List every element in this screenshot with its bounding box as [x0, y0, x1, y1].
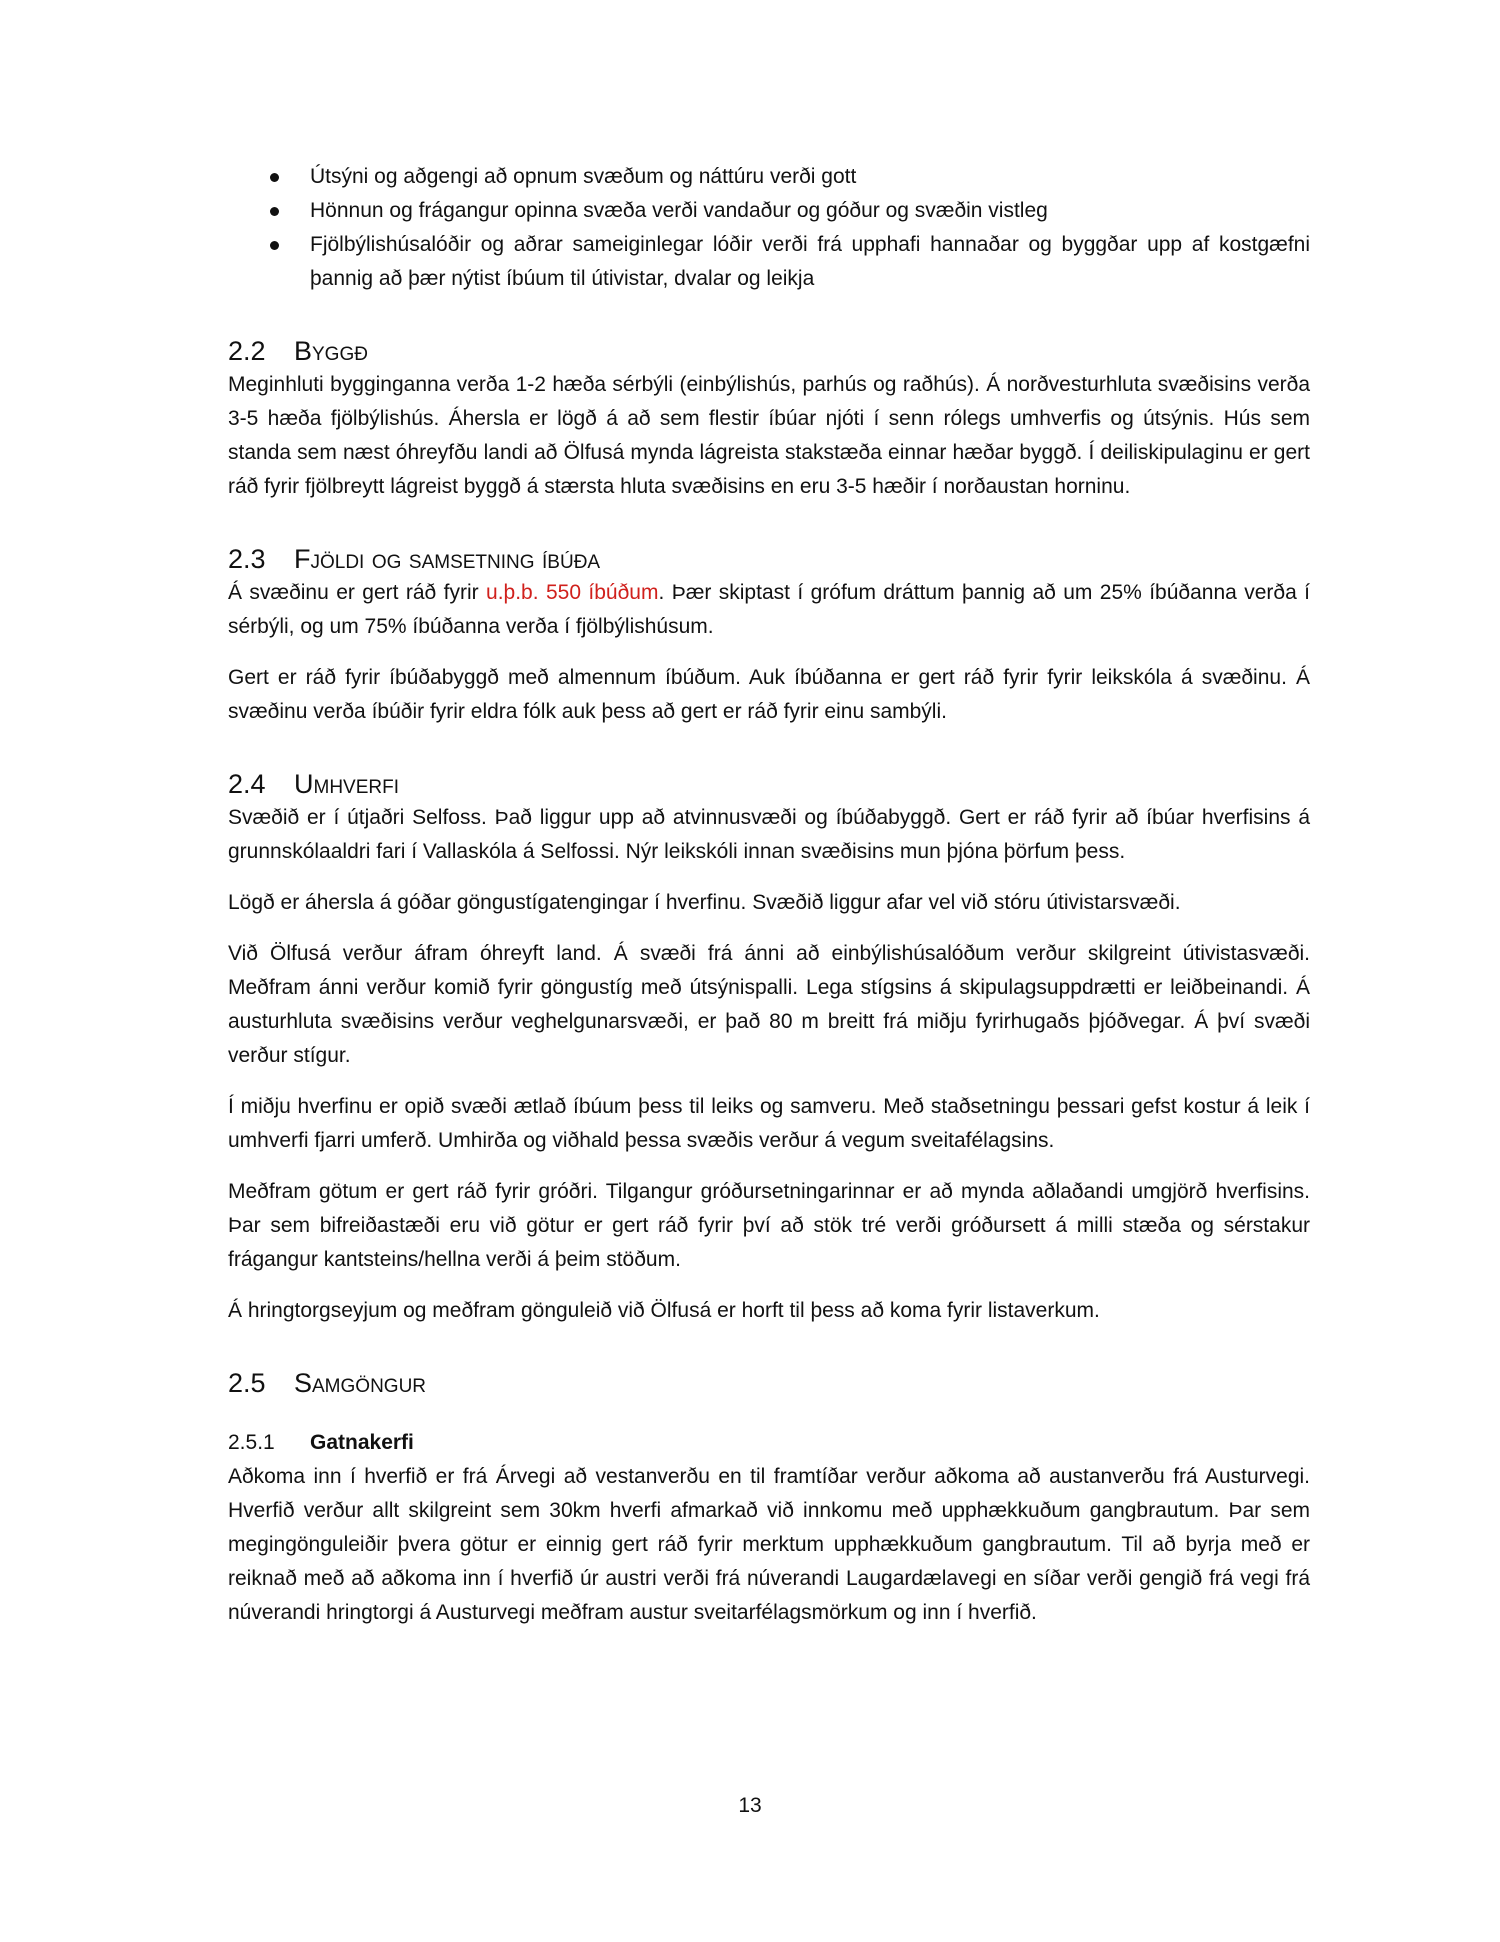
- text-run: Á svæðinu er gert ráð fyrir: [228, 581, 487, 604]
- paragraph: Svæðið er í útjaðri Selfoss. Það liggur upp að atvinnusvæði og íbúðabyggð. Gert er ráð fyrir að íbúar hverfisins á grunnskólaaldri fari í Vallaskóla á Selfossi. Nýr leikskóli innan svæðisins mun þjóna þörfum þess.: [228, 806, 1310, 863]
- document-page: [228, 160, 1310, 1630]
- paragraph: Við Ölfusá verður áfram óhreyft land. Á svæði frá ánni að einbýlishúsalóðum verður skilgreint útivistasvæði. Meðfram ánni verður komið fyrir göngustíg með útsýnispalli. Lega stígsins á skipulagsuppdrætti er leiðbeinandi. Á austurhluta svæðisins verður veghelgunarsvæði, er það 80 m breitt frá miðju fyrirhugaðs þjóðvegar. Á því svæði verður stígur.: [228, 942, 1310, 1067]
- section-title: Fjöldi og samsetning íbúða: [294, 544, 601, 574]
- bullet-text: Hönnun og frágangur opinna svæða verði vandaður og góður og svæðin vistleg: [310, 199, 1048, 222]
- bullet-text: Fjölbýlishúsalóðir og aðrar sameiginlegar lóðir verði frá upphafi hannaðar og byggðar upp af kostgæfni þannig að þær nýtist íbúum til útivistar, dvalar og leikja: [310, 233, 1310, 290]
- paragraph: Meðfram götum er gert ráð fyrir gróðri. Tilgangur gróðursetningarinnar er að mynda aðlaðandi umgjörð hverfisins. Þar sem bifreiðastæði eru við götur er gert ráð fyrir því að stök tré verði gróðursett á milli stæða og sérstakur frágangur kantsteins/hellna verði á þeim stöðum.: [228, 1180, 1310, 1271]
- bullet-item: [228, 194, 1310, 228]
- section-heading-2-4: [228, 767, 1310, 801]
- paragraph: Í miðju hverfinu er opið svæði ætlað íbúum þess til leiks og samveru. Með staðsetningu þessari gefst kostur á leik í umhverfi fjarri umferð. Umhirða og viðhald þessa svæðis verður á vegum sveitafélagsins.: [228, 1095, 1310, 1152]
- subsection-number: 2.5.1: [228, 1431, 275, 1454]
- section-heading-2-2: [228, 334, 1310, 368]
- section-heading-2-3: [228, 542, 1310, 576]
- section-title: Samgöngur: [294, 1368, 427, 1398]
- page-number: 13: [738, 1794, 762, 1817]
- section-heading-2-5: [228, 1366, 1310, 1400]
- paragraph: Á hringtorgseyjum og meðfram gönguleið við Ölfusá er horft til þess að koma fyrir listaverkum.: [228, 1299, 1100, 1322]
- text-run: . Þær skiptast í grófum dráttum þannig að um 25% íbúðanna verða í sérbýli, og um 75% íbúðanna verða í fjölbýlishúsum.: [228, 581, 1310, 638]
- section-title: Byggð: [294, 336, 368, 366]
- bullet-item: [228, 228, 1310, 296]
- subsection-heading-2-5-1: [228, 1426, 1310, 1460]
- paragraph: Aðkoma inn í hverfið er frá Árvegi að vestanverðu en til framtíðar verður aðkoma að austanverðu frá Austurvegi. Hverfið verður allt skilgreint sem 30km hverfi afmarkað við innkomu með upphækkuðum gangbrautum. Þar sem megingönguleiðir þvera götur er einnig gert ráð fyrir merktum upphækkuðum gangbrautum. Til að byrja með er reiknað með að aðkoma inn í hverfið úr austri verði frá núverandi Laugardælavegi en síðar verði gengið frá vegi frá núverandi hringtorgi á Austurvegi meðfram austur sveitarfélagsmörkum og inn í hverfið.: [228, 1465, 1310, 1624]
- paragraph: Lögð er áhersla á góðar göngustígatengingar í hverfinu. Svæðið liggur afar vel við stóru útivistarsvæði.: [228, 891, 1181, 914]
- section-title: Umhverfi: [294, 769, 399, 799]
- bullet-dot-icon: [270, 241, 279, 250]
- bullet-dot-icon: [270, 207, 279, 216]
- section-number: 2.5: [228, 1368, 266, 1398]
- paragraph: Gert er ráð fyrir íbúðabyggð með almennum íbúðum. Auk íbúðanna er gert ráð fyrir fyrir leikskóla á svæðinu. Á svæðinu verða íbúðir fyrir eldra fólk auk þess að gert er ráð fyrir einu sambýli.: [228, 666, 1310, 723]
- bullet-dot-icon: [270, 173, 279, 182]
- paragraph: Meginhluti bygginganna verða 1-2 hæða sérbýli (einbýlishús, parhús og raðhús). Á norðvesturhluta svæðisins verða 3-5 hæða fjölbýlishús. Áhersla er lögð á að sem flestir íbúar njóti í senn rólegs umhverfis og útsýnis. Hús sem standa sem næst óhreyfðu landi að Ölfusá mynda lágreista stakstæða einnar hæðar byggð. Í deiliskipulaginu er gert ráð fyrir fjölbreytt lágreist byggð á stærsta hluta svæðisins en eru 3-5 hæðir í norðaustan horninu.: [228, 373, 1310, 498]
- bullet-text: Útsýni og aðgengi að opnum svæðum og náttúru verði gott: [310, 165, 857, 188]
- bullet-list: [228, 160, 1310, 296]
- section-number: 2.3: [228, 544, 266, 574]
- subsection-title: Gatnakerfi: [310, 1431, 414, 1454]
- highlighted-text: u.þ.b. 550 íbúðum: [486, 581, 659, 604]
- section-number: 2.2: [228, 336, 266, 366]
- paragraph: [228, 576, 1310, 644]
- bullet-item: [228, 160, 1310, 194]
- section-number: 2.4: [228, 769, 266, 799]
